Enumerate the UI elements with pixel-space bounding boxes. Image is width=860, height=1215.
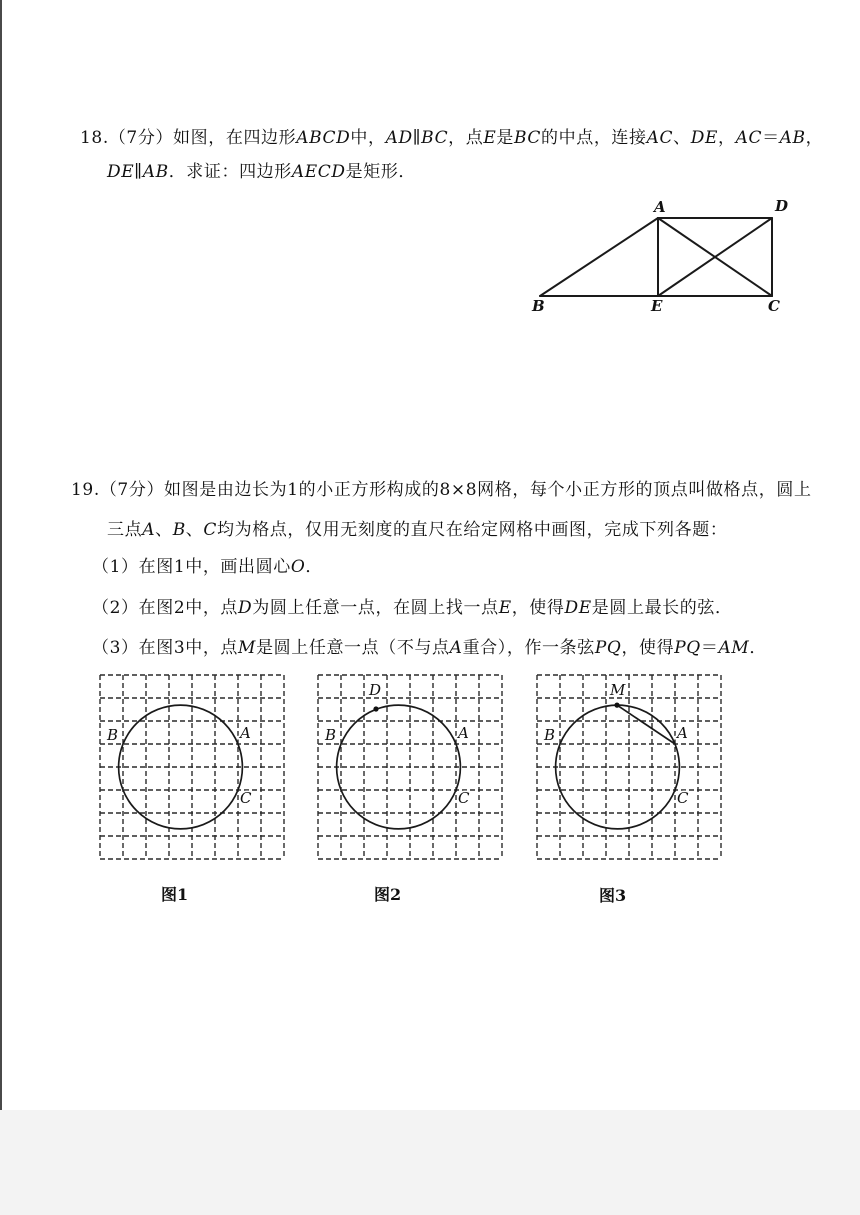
math-variable: AM xyxy=(718,638,750,658)
grid-figure-2 xyxy=(316,673,506,863)
q19-text-line-2: 三点A、B、C均为格点，仅用无刻度的直尺在给定网格中画图，完成下列各题： xyxy=(107,520,728,540)
q19-part-3: （3）在图3中，点M是圆上任意一点（不与点A重合），作一条弦PQ，使得PQ＝AM． xyxy=(92,638,767,658)
scan-edge-line xyxy=(0,0,2,1110)
math-variable: AECD xyxy=(291,162,346,182)
grid-figure-3 xyxy=(535,673,725,863)
figure-2-caption: 图2 xyxy=(374,885,402,904)
q19-part-1: （1）在图1中，画出圆心O． xyxy=(92,557,323,577)
label-c: C xyxy=(458,789,470,807)
label-d: D xyxy=(369,681,382,699)
label-b: B xyxy=(532,297,545,315)
math-variable: DE xyxy=(690,128,718,148)
q19-text-line-1: 19.（7分）如图是由边长为1的小正方形构成的8×8网格，每个小正方形的顶点叫做格点，圆上 xyxy=(71,480,812,500)
label-b: B xyxy=(544,726,556,744)
math-variable: B xyxy=(172,520,186,540)
label-a: A xyxy=(458,724,469,742)
math-variable: AB xyxy=(779,128,806,148)
label-a: A xyxy=(240,724,251,742)
math-variable: AB xyxy=(142,162,169,182)
grid-figure-1 xyxy=(98,673,288,863)
math-variable: BC xyxy=(421,128,449,148)
math-variable: O xyxy=(290,557,306,577)
figure-3-caption: 图3 xyxy=(599,886,627,905)
dashed-grid xyxy=(537,675,721,859)
page-bottom-margin xyxy=(0,1110,860,1215)
math-variable: AC xyxy=(646,128,674,148)
math-variable: A xyxy=(142,520,156,540)
math-variable: AD xyxy=(385,128,413,148)
q18-text-line-2: DE∥AB．求证：四边形AECD是矩形． xyxy=(107,162,417,182)
chord-am xyxy=(617,705,675,744)
math-variable: DE xyxy=(564,598,592,618)
label-m: M xyxy=(610,681,626,699)
math-variable: E xyxy=(483,128,497,148)
label-c: C xyxy=(677,789,689,807)
figure-1-caption: 图1 xyxy=(161,885,189,904)
label-a: A xyxy=(654,198,666,216)
math-variable: AC xyxy=(735,128,763,148)
math-variable: BC xyxy=(514,128,542,148)
math-variable: M xyxy=(238,638,257,658)
math-variable: PQ xyxy=(674,638,701,658)
dashed-grid xyxy=(100,675,284,859)
math-variable: C xyxy=(203,520,218,540)
point-m-dot xyxy=(614,703,619,708)
label-b: B xyxy=(107,726,119,744)
q19-part-2: （2）在图2中，点D为圆上任意一点，在圆上找一点E，使得DE是圆上最长的弦． xyxy=(92,598,733,618)
math-variable: A xyxy=(449,638,463,658)
math-variable: DE xyxy=(107,162,135,182)
label-b: B xyxy=(325,726,337,744)
label-a: A xyxy=(677,724,688,742)
label-e: E xyxy=(651,297,663,315)
dashed-grid xyxy=(318,675,502,859)
q18-quadrilateral-figure xyxy=(525,195,800,320)
q18-text-line-1: 18.（7分）如图，在四边形ABCD中，AD∥BC，点E是BC的中点，连接AC、DE，AC＝AB， xyxy=(80,128,824,148)
math-variable: ABCD xyxy=(296,128,351,148)
math-variable: E xyxy=(498,598,512,618)
label-c: C xyxy=(768,297,780,315)
label-c: C xyxy=(240,789,252,807)
label-d: D xyxy=(775,197,789,215)
math-variable: D xyxy=(238,598,253,618)
segment-ab xyxy=(540,218,658,296)
point-d-dot xyxy=(373,706,378,711)
math-variable: PQ xyxy=(594,638,622,658)
